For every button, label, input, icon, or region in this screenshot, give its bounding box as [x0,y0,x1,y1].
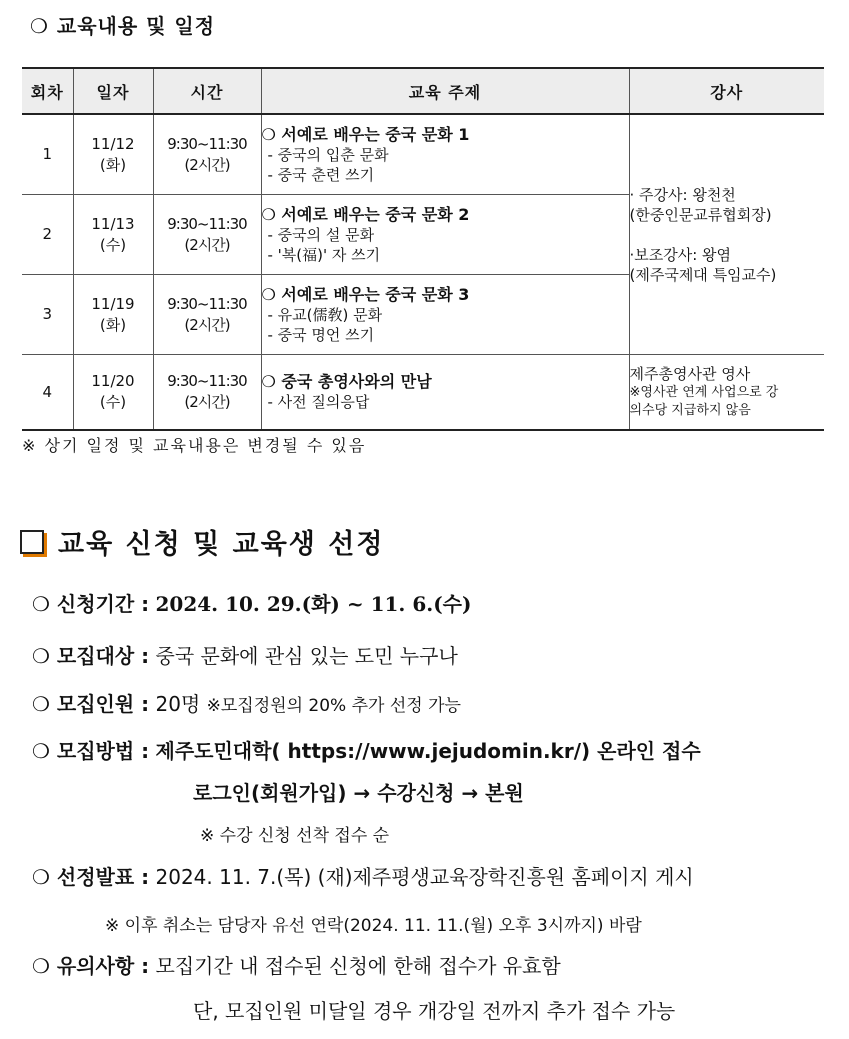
session-number: 1 [22,114,73,195]
time-text: 9:30~11:30 [167,372,247,390]
day-text: (화) [99,155,127,174]
topic-sub: - 중국의 설 문화 [267,225,375,244]
count-value: 20명 [155,692,201,716]
topic-title: ❍ 서예로 배우는 중국 문화 1 [261,124,470,144]
session-date [73,275,153,355]
caution-value: 모집기간 내 접수된 신청에 한해 접수가 유효함 [155,954,561,978]
day-text: (화) [99,315,127,334]
recruit-method [32,735,701,764]
instructor-cell-consul [629,355,824,431]
date-text: 11/13 [91,214,135,233]
instructor-assistant-affil: (제주국제대 특임교수) [629,265,777,284]
date-text: 11/12 [91,134,135,153]
announce-value: 2024. 11. 7.(목) (재)제주평생교육장학진흥원 홈페이지 게시 [155,865,694,889]
target-label: ❍ 모집대상 : [32,644,150,668]
header-time: 시간 [153,68,261,114]
topic-sub: - 사전 질의응답 [267,393,370,411]
date-text: 11/20 [91,372,135,390]
topic-title: ❍ 서예로 배우는 중국 문화 3 [261,284,470,304]
session-time [153,195,261,275]
session-time [153,114,261,195]
duration-text: (2시간) [184,315,230,334]
method-steps: 로그인(회원가입) → 수강신청 → 본원 [193,781,524,805]
session-topic [261,114,629,195]
table-header-row [22,68,824,114]
table-row [22,114,824,195]
period-label: ❍ 신청기간 : [32,592,150,616]
session-topic [261,275,629,355]
schedule-change-note: ※ 상기 일정 및 교육내용은 변경될 수 있음 [22,436,367,455]
header-topic: 교육 주제 [261,68,629,114]
time-text: 9:30~11:30 [167,134,247,153]
session-date [73,114,153,195]
time-text: 9:30~11:30 [167,294,247,313]
day-text: (수) [99,235,127,254]
announce-label: ❍ 선정발표 : [32,865,150,889]
recruit-count [32,688,461,717]
header-date: 일자 [73,68,153,114]
topic-title: ❍ 서예로 배우는 중국 문화 2 [261,204,470,224]
instructor-main-affil: (한중인문교류협회장) [629,205,772,224]
instructor-consul: 제주총영사관 영사 [629,365,751,383]
method-note: ※ 수강 신청 선착 접수 순 [200,826,390,846]
caution [32,950,561,979]
method-label: ❍ 모집방법 : [32,739,150,763]
application-period [32,588,471,617]
table-row [22,355,824,431]
target-value: 중국 문화에 관심 있는 도민 누구나 [155,644,458,668]
duration-text: (2시간) [184,393,230,411]
duration-text: (2시간) [184,155,230,174]
session-time [153,355,261,431]
instructor-consul-note: ※영사관 연계 사업으로 강 [629,385,779,400]
caution-line2: 단, 모집인원 미달일 경우 개강일 전까지 추가 접수 가능 [193,999,676,1023]
recruit-target [32,640,458,669]
topic-title: ❍ 중국 총영사와의 만남 [261,372,432,391]
instructor-consul-note: 의수당 지급하지 않음 [629,403,751,418]
session-date [73,195,153,275]
duration-text: (2시간) [184,235,230,254]
section-bullet-icon [20,530,44,554]
caution-label: ❍ 유의사항 : [32,954,150,978]
count-note: ※모집정원의 20% 추가 선정 가능 [206,696,461,716]
session-number: 4 [22,355,73,431]
date-text: 11/19 [91,294,135,313]
instructor-assistant: ·보조강사: 왕염 [629,245,732,264]
selection-announce [32,861,694,890]
topic-sub: - '복(福)' 자 쓰기 [267,245,381,264]
method-value: 제주도민대학( https://www.jejudomin.kr/) 온라인 접수 [155,739,701,763]
header-instructor: 강사 [629,68,824,114]
time-text: 9:30~11:30 [167,214,247,233]
session-topic [261,195,629,275]
session-number: 3 [22,275,73,355]
topic-sub: - 중국의 입춘 문화 [267,145,389,164]
session-time [153,275,261,355]
instructor-main: · 주강사: 왕천천 [629,185,736,204]
session-date [73,355,153,431]
session-number: 2 [22,195,73,275]
instructor-cell [629,114,824,355]
day-text: (수) [99,393,127,411]
section-title-schedule: ❍ 교육내용 및 일정 [30,14,216,38]
section-title-application: 교육 신청 및 교육생 선정 [58,529,385,560]
header-session: 회차 [22,68,73,114]
schedule-table [22,67,824,431]
count-label: ❍ 모집인원 : [32,692,150,716]
topic-sub: - 중국 춘련 쓰기 [267,165,375,184]
session-topic [261,355,629,431]
period-value: 2024. 10. 29.(화) ~ 11. 6.(수) [155,592,472,616]
cancel-note: ※ 이후 취소는 담당자 유선 연락(2024. 11. 11.(월) 오후 3시까지) 바람 [105,916,642,936]
topic-sub: - 유교(儒敎) 문화 [267,305,383,324]
topic-sub: - 중국 명언 쓰기 [267,325,375,344]
